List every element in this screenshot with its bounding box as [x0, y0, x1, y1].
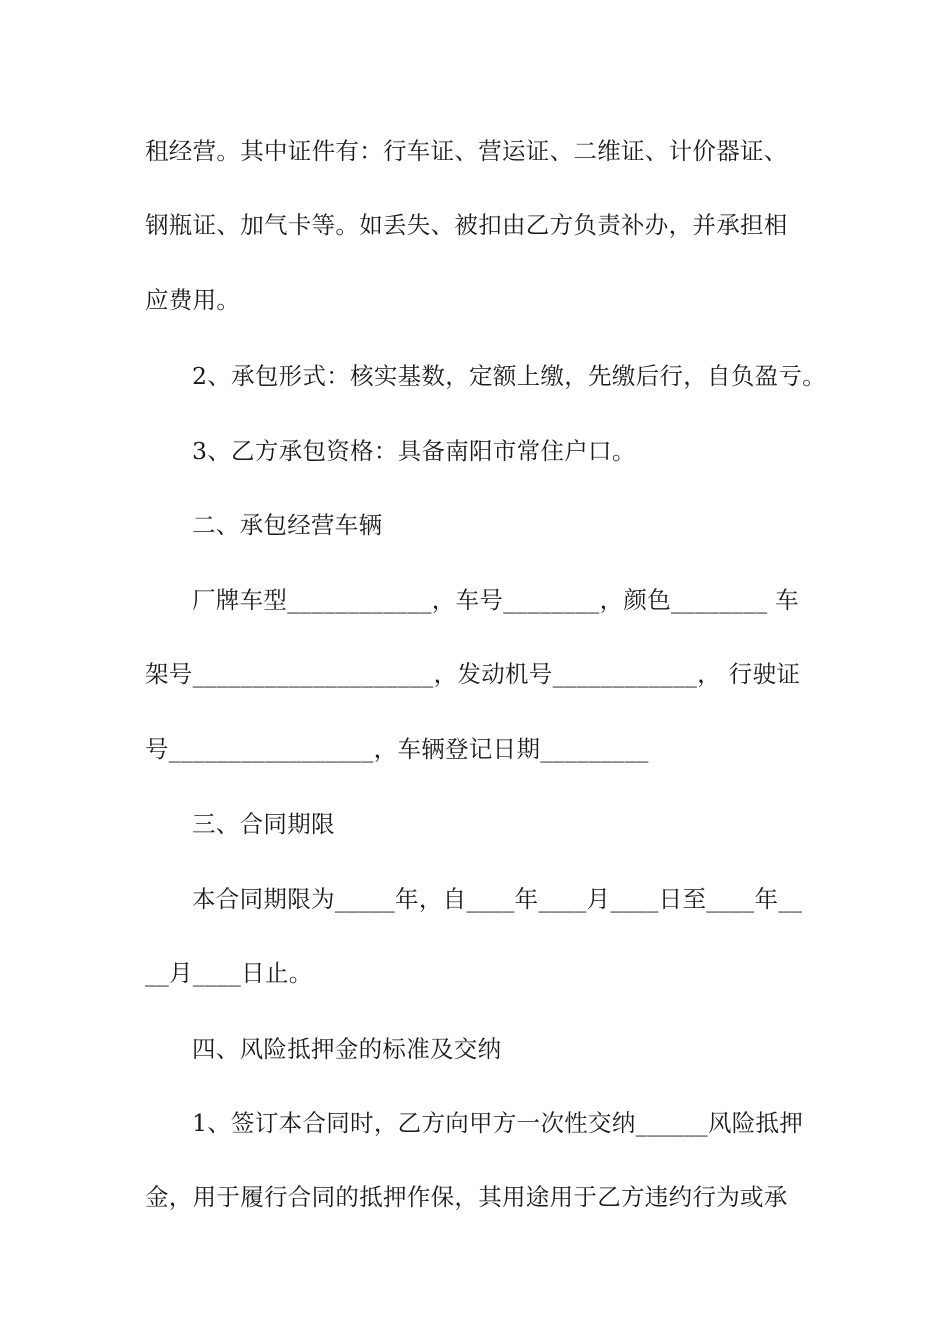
- deposit-line-2: 金，用于履行合同的抵押作保，其用途用于乙方违约行为或承: [145, 1183, 788, 1211]
- clause-qualification: 3、乙方承包资格：具备南阳市常住户口。: [192, 437, 636, 465]
- deposit-line-1: 1、签订本合同时，乙方向甲方一次性交纳______风险抵押: [192, 1109, 804, 1137]
- vehicle-fields-line-3: 号_________________，车辆登记日期_________: [145, 735, 649, 763]
- vehicle-fields-line-2: 架号____________________，发动机号____________， 行驶证: [145, 660, 801, 688]
- clause-contract-form: 2、承包形式：核实基数，定额上缴，先缴后行，自负盈亏。: [192, 362, 827, 390]
- section-heading-vehicle: 二、承包经营车辆: [192, 511, 383, 539]
- term-line-1: 本合同期限为_____年，自____年____月____日至____年__: [192, 885, 803, 913]
- paragraph-line-3: 应费用。: [145, 286, 241, 314]
- section-heading-deposit: 四、风险抵押金的标准及交纳: [192, 1035, 502, 1063]
- paragraph-line-1: 租经营。其中证件有：行车证、营运证、二维证、计价器证、: [145, 137, 788, 165]
- paragraph-line-2: 钢瓶证、加气卡等。如丢失、被扣由乙方负责补办，并承担相: [145, 211, 788, 239]
- vehicle-fields-line-1: 厂牌车型____________，车号________，颜色________ 车: [192, 586, 799, 614]
- section-heading-term: 三、合同期限: [192, 810, 335, 838]
- term-line-2: __月____日止。: [145, 959, 313, 987]
